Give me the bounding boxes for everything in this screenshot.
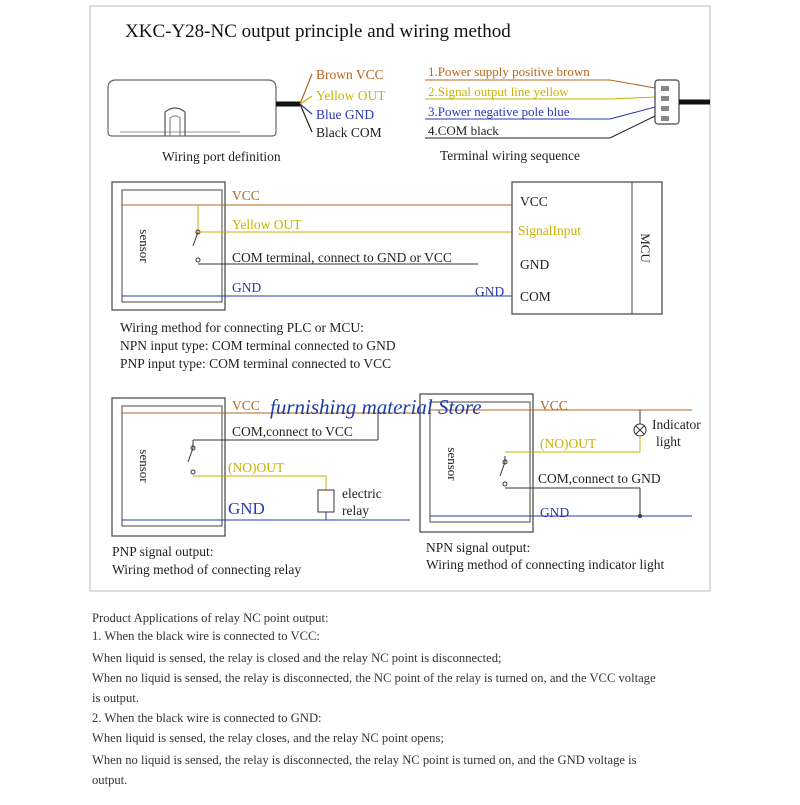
sensor-housing xyxy=(108,80,276,136)
npn-caption-1: NPN signal output: xyxy=(426,540,531,555)
connector-pin-1 xyxy=(661,86,669,91)
connector-pin-3 xyxy=(661,106,669,111)
mcu-label: MCU xyxy=(638,233,653,263)
npn-caption-2: Wiring method of connecting indicator light xyxy=(426,557,665,572)
pnp-caption-2: Wiring method of connecting relay xyxy=(112,562,302,577)
pnp-sensor-outer xyxy=(112,398,225,536)
wiring-port-section xyxy=(108,67,386,164)
page-title: XKC-Y28-NC output principle and wiring method xyxy=(125,21,511,42)
pnp-com-label: COM,connect to VCC xyxy=(232,424,353,439)
mcu-note-2: NPN input type: COM terminal connected to GND xyxy=(120,338,396,353)
terminal-caption: Terminal wiring sequence xyxy=(440,148,581,163)
terminal-fan-3 xyxy=(610,107,655,119)
npn-com-label: COM,connect to GND xyxy=(538,471,661,486)
terminal-fan-4 xyxy=(610,116,655,138)
wiring-port-caption: Wiring port definition xyxy=(162,149,281,164)
npn-vcc-label: VCC xyxy=(540,398,568,413)
pnp-caption-1: PNP signal output: xyxy=(112,544,214,559)
connector-pin-2 xyxy=(661,96,669,101)
terminal-fan-1 xyxy=(610,80,655,88)
outer-frame xyxy=(90,6,710,591)
mcu-yellow-out-label: Yellow OUT xyxy=(232,217,302,232)
app-line-9: output. xyxy=(92,773,128,787)
mcu-note-1: Wiring method for connecting PLC or MCU: xyxy=(120,320,364,335)
terminal-text-2: 2.Signal output line yellow xyxy=(428,84,569,99)
connector-pin-4 xyxy=(661,116,669,121)
app-line-1: Product Applications of relay NC point output: xyxy=(92,611,329,625)
npn-gnd-label: GND xyxy=(540,505,570,520)
mcu-note-3: PNP input type: COM terminal connected to VCC xyxy=(120,356,392,371)
terminal-text-4: 4.COM black xyxy=(428,123,499,138)
pnp-switch-contact-2 xyxy=(191,470,195,474)
mcu-sensor-label: sensor xyxy=(137,229,152,263)
mcu-gnd-label-2: GND xyxy=(475,284,505,299)
mcu-pin-com: COM xyxy=(520,289,551,304)
pnp-relay-coil xyxy=(318,490,334,512)
npn-sensor-inner xyxy=(430,402,530,522)
terminal-text-3: 3.Power negative pole blue xyxy=(428,104,570,119)
indicator-light-label-2: light xyxy=(656,434,681,449)
app-line-4: When no liquid is sensed, the relay is disconnected, the NC point of the relay is turned on, and the VCC voltage xyxy=(92,671,656,685)
app-line-5: is output. xyxy=(92,691,139,705)
pnp-gnd-label: GND xyxy=(228,499,265,518)
mcu-diagram xyxy=(112,182,662,371)
mcu-pin-vcc: VCC xyxy=(520,194,548,209)
pnp-diagram xyxy=(112,398,420,577)
app-line-6: 2. When the black wire is connected to GND: xyxy=(92,711,322,725)
wire-label-yellow: Yellow OUT xyxy=(316,88,386,103)
wire-label-black: Black COM xyxy=(316,125,382,140)
pnp-relay-label-2: relay xyxy=(342,503,369,518)
npn-diagram xyxy=(420,394,701,572)
wire-black xyxy=(300,104,312,132)
mcu-pin-signal: SignalInput xyxy=(518,223,581,238)
pnp-vcc-label: VCC xyxy=(232,398,260,413)
store-watermark: furnishing material Store xyxy=(270,395,482,419)
npn-sensor-label: sensor xyxy=(445,447,460,481)
app-line-3: When liquid is sensed, the relay is closed and the relay NC point is disconnected; xyxy=(92,651,502,665)
npn-out-label: (NO)OUT xyxy=(540,436,597,451)
mcu-vcc-label: VCC xyxy=(232,188,260,203)
pnp-relay-label-1: electric xyxy=(342,486,382,501)
applications-text xyxy=(92,611,656,787)
mcu-com-label: COM terminal, connect to GND or VCC xyxy=(232,250,452,265)
pnp-sensor-inner xyxy=(122,406,222,526)
connector-clip-inner xyxy=(170,116,180,136)
mcu-sensor-inner xyxy=(122,190,222,302)
mcu-gnd-label: GND xyxy=(232,280,262,295)
terminal-section xyxy=(425,64,710,163)
pnp-out-label: (NO)OUT xyxy=(228,460,285,475)
mcu-switch-contact-2 xyxy=(196,258,200,262)
terminal-text-1: 1.Power supply positive brown xyxy=(428,64,590,79)
wire-label-brown: Brown VCC xyxy=(316,67,384,82)
wire-label-blue: Blue GND xyxy=(316,107,375,122)
mcu-sensor-outer xyxy=(112,182,225,310)
app-line-8: When no liquid is sensed, the relay is disconnected, the relay NC point is turned on, and the GND voltage is xyxy=(92,753,637,767)
indicator-light-label-1: Indicator xyxy=(652,417,701,432)
app-line-2: 1. When the black wire is connected to VCC: xyxy=(92,629,320,643)
pnp-sensor-label: sensor xyxy=(137,449,152,483)
app-line-7: When liquid is sensed, the relay closes, and the relay NC point opens; xyxy=(92,731,444,745)
mcu-pin-gnd: GND xyxy=(520,257,550,272)
terminal-fan-2 xyxy=(610,97,655,99)
npn-switch-contact-2 xyxy=(503,482,507,486)
